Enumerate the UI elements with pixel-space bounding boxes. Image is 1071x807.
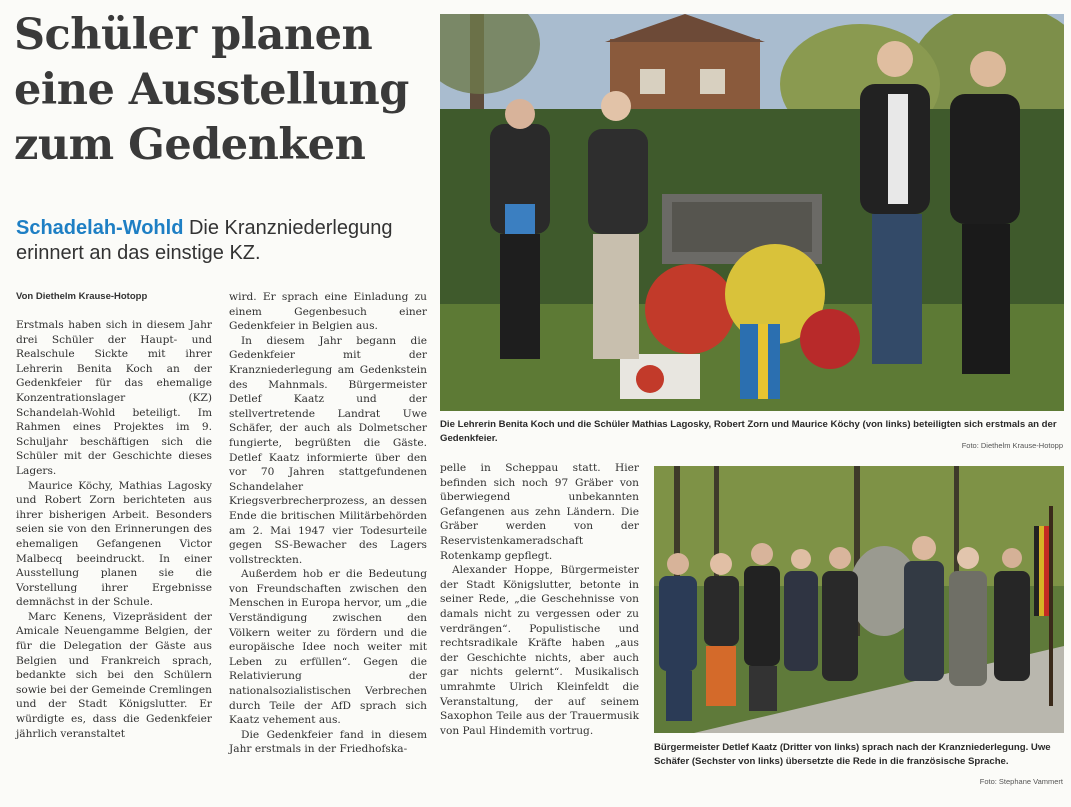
paragraph: Marc Kenens, Vizepräsident der Amicale Neuengamme Belgien, der für die Delegation der Gäste aus Belgien und Frankreich sprach, bedankte sich bei den Schülern sowie bei der Gemeinde Cremlingen und der Stadt Königslutter. Er würdigte es, dass die Gedenkfeier jährlich veranstaltet [16,610,212,740]
article-column-3 [440,461,639,738]
subheadline-text-2: erinnert an das einstige KZ. [16,242,261,264]
photo-caption-2: Bürgermeister Detlef Kaatz (Dritter von links) sprach nach der Kranzniederlegung. Uwe Schäfer (Sechster von links) übersetzte die Rede in die französische Sprache. [654,742,1051,767]
subheadline-text-1: Die Kranzniederlegung [183,217,393,239]
headline [14,8,424,173]
article-column-2 [229,290,427,757]
paragraph: wird. Er sprach eine Einladung zu einem Gegenbesuch einer Gedenkfeier in Belgien aus. [229,291,427,333]
headline-line-3: zum Gedenken [14,120,366,170]
author-byline: Von Diethelm Krause-Hotopp [16,291,148,302]
paragraph: Die Gedenkfeier fand in diesem Jahr erstmals in der Friedhofska- [229,728,427,756]
paragraph: pelle in Scheppau statt. Hier befinden sich noch 97 Gräber von überwiegend unbekannten Gefangenen aus zehn Ländern. Die Gräber werden von der Reservistenkameradschaft Rotenkamp gepflegt. [440,462,639,562]
photo-memorial-students-image [440,14,1064,411]
photo-delegation-group [654,466,1064,733]
paragraph: Alexander Hoppe, Bürgermeister der Stadt Königslutter, betonte in seiner Rede, „die Geschehnisse von damals nicht zu vergessen oder zu verdrängen“. Populistische und rechtsradikale Kräfte haben „aus der Geschichte nichts, aber auch gar nichts gelernt“. Musikalisch umrahmte Ulrich Kleinfeldt die Veranstaltung, der auf seinem Saxophon Teile aus der Trauermusik von Paul Hindemith vortrug. [440,564,639,737]
photo-caption-1: Die Lehrerin Benita Koch und die Schüler Mathias Lagosky, Robert Zorn und Maurice Köchy (von links) beteiligten sich erstmals an der Gedenkfeier. [440,419,1057,444]
location-label: Schadelah-Wohld [16,217,184,239]
paragraph: Erstmals haben sich in diesem Jahr drei Schüler der Haupt- und Realschule Sickte mit ihrer Lehrerin Benita Koch an der Gedenkfeier für das ehemalige Konzentrationslager (KZ) Schandelah-Wohld beteiligt. Im Rahmen eines Projektes im 9. Schuljahr beschäftigen sich die Schüler mit der Geschichte dieses Lagers. [16,319,212,477]
paragraph: Maurice Köchy, Mathias Lagosky und Robert Zorn berichteten aus ihrer bisherigen Arbeit. Besonders seien sie von den Erinnerungen des ehemaligen Gefangenen Victor Malbecq beeindruckt. In einer Ausstellung planen sie die Vorstellung ihrer Ergebnisse demnächst in der Schule. [16,479,212,609]
photo-credit-2: Foto: Stephane Vammert [979,777,1063,786]
paragraph: Außerdem hob er die Bedeutung von Freundschaften zwischen den Menschen in Europa hervor, um „die Verständigung zwischen den Völkern weiter zu fördern und die europäische Idee noch weiter mit Leben zu erfüllen“. Gegen die Relativierung der nationalsozialistischen Verbrechen durch Teile der AfD sprach sich Kaatz vehement aus. [229,568,427,727]
article-column-1 [16,318,212,741]
photo-memorial-students [440,14,1064,411]
headline-line-2: eine Ausstellung [14,65,409,115]
headline-line-1: Schüler planen [14,10,373,60]
subheadline [16,216,426,266]
paragraph: In diesem Jahr begann die Gedenkfeier mit der Kranzniederlegung am Gedenkstein des Mahnmals. Bürgermeister Detlef Kaatz und der stellvertretende Landrat Uwe Schäfer, der auch als Dolmetscher fungierte, begrüßten die Gäste. Detlef Kaatz informierte über den vor 70 Jahren stattgefundenen Schandelaher Kriegsverbrecherprozess, an dessen Ende die britischen Militärbehörden am 2. Mai 1947 vier Todesurteile gegen SS-Bewacher des Lagers vollstreckten. [229,334,427,566]
photo-credit-1: Foto: Diethelm Krause-Hotopp [961,441,1063,450]
photo-delegation-group-image [654,466,1064,733]
